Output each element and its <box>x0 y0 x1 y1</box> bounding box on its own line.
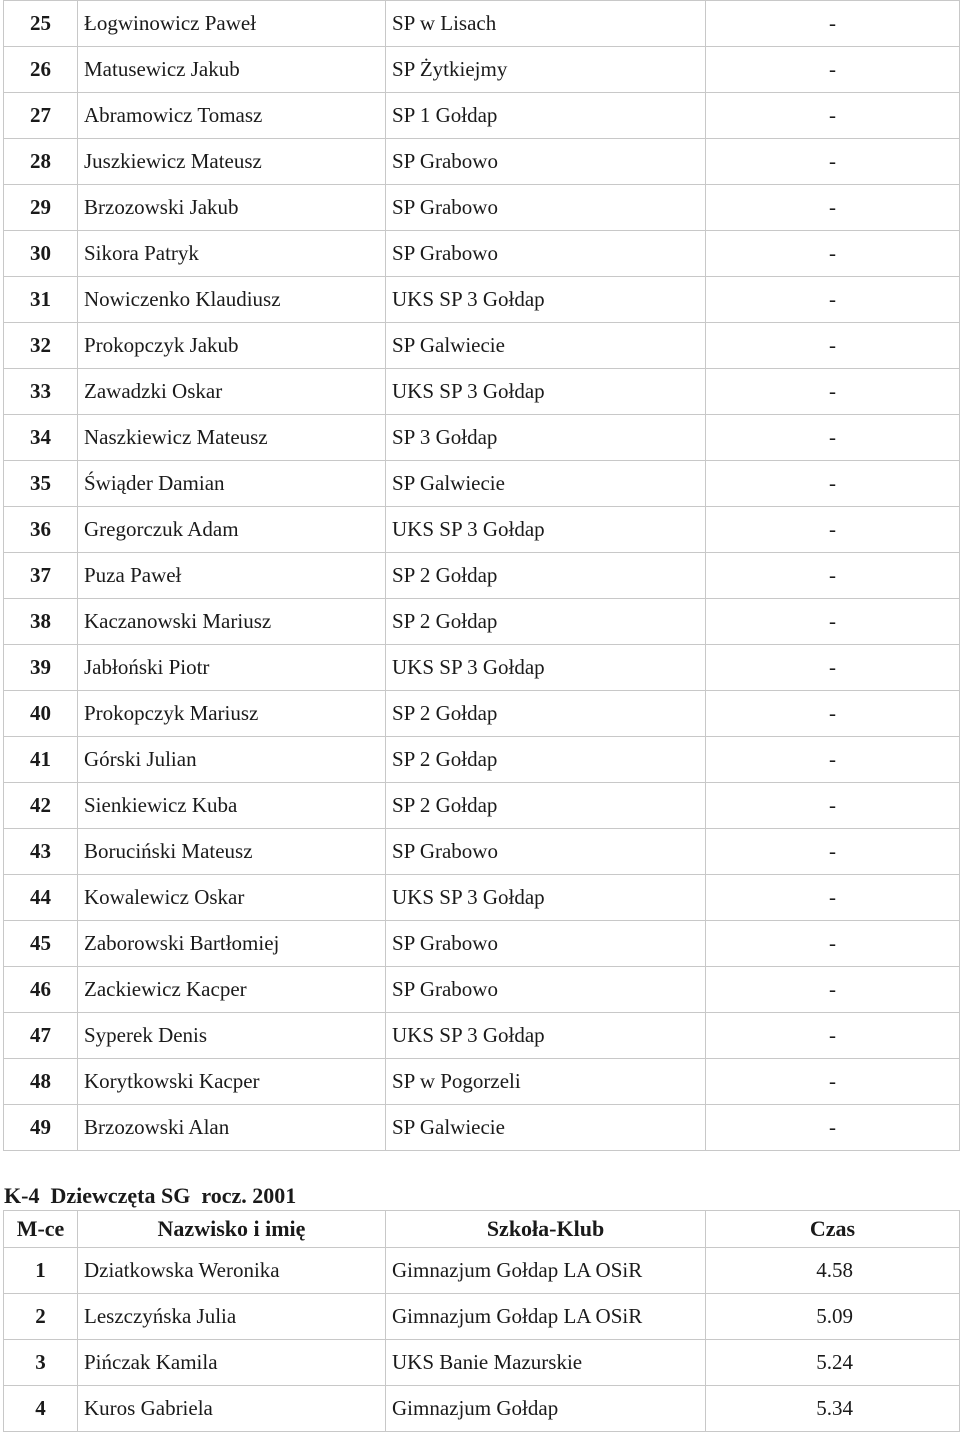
cell-name: Łogwinowicz Paweł <box>78 1 386 47</box>
cell-name: Kowalewicz Oskar <box>78 875 386 921</box>
cell-position: 37 <box>4 553 78 599</box>
cell-club: UKS SP 3 Gołdap <box>386 1013 706 1059</box>
cell-name: Sikora Patryk <box>78 231 386 277</box>
cell-position: 2 <box>4 1294 78 1340</box>
cell-position: 25 <box>4 1 78 47</box>
section-title: K-4 Dziewczęta SG rocz. 2001 <box>4 1183 297 1208</box>
table-row <box>4 691 960 737</box>
cell-time: - <box>706 93 960 139</box>
table-row <box>4 967 960 1013</box>
cell-position: 35 <box>4 461 78 507</box>
cell-name: Naszkiewicz Mateusz <box>78 415 386 461</box>
cell-position: 41 <box>4 737 78 783</box>
cell-club: UKS SP 3 Gołdap <box>386 645 706 691</box>
cell-position: 27 <box>4 93 78 139</box>
cell-time: - <box>706 1013 960 1059</box>
cell-position: 33 <box>4 369 78 415</box>
cell-position: 28 <box>4 139 78 185</box>
table-row <box>4 553 960 599</box>
table-row <box>4 93 960 139</box>
cell-name: Kuros Gabriela <box>78 1386 386 1432</box>
cell-time: - <box>706 829 960 875</box>
table-row <box>4 1059 960 1105</box>
table-row <box>4 829 960 875</box>
results-table-top-body <box>4 1 960 1151</box>
table-row <box>4 1105 960 1151</box>
cell-time: - <box>706 369 960 415</box>
cell-time: - <box>706 139 960 185</box>
cell-name: Zackiewicz Kacper <box>78 967 386 1013</box>
table-row <box>4 1340 960 1386</box>
table-row <box>4 783 960 829</box>
cell-time: - <box>706 323 960 369</box>
cell-time: - <box>706 645 960 691</box>
cell-time: - <box>706 1 960 47</box>
header-club: Szkoła-Klub <box>386 1211 706 1248</box>
table-row <box>4 1013 960 1059</box>
cell-club: SP 2 Gołdap <box>386 737 706 783</box>
cell-position: 45 <box>4 921 78 967</box>
cell-name: Górski Julian <box>78 737 386 783</box>
cell-name: Zawadzki Oskar <box>78 369 386 415</box>
cell-time: - <box>706 553 960 599</box>
cell-time: - <box>706 599 960 645</box>
cell-position: 43 <box>4 829 78 875</box>
table-row <box>4 231 960 277</box>
cell-club: UKS SP 3 Gołdap <box>386 277 706 323</box>
cell-time: - <box>706 185 960 231</box>
cell-club: SP 2 Gołdap <box>386 553 706 599</box>
cell-club: SP 3 Gołdap <box>386 415 706 461</box>
cell-name: Leszczyńska Julia <box>78 1294 386 1340</box>
cell-club: SP Galwiecie <box>386 461 706 507</box>
cell-club: SP Galwiecie <box>386 1105 706 1151</box>
table-row <box>4 1294 960 1340</box>
table-row <box>4 277 960 323</box>
cell-time: 4.58 <box>706 1248 960 1294</box>
cell-position: 1 <box>4 1248 78 1294</box>
table-row <box>4 507 960 553</box>
cell-time: - <box>706 415 960 461</box>
cell-time: - <box>706 461 960 507</box>
cell-position: 26 <box>4 47 78 93</box>
cell-position: 32 <box>4 323 78 369</box>
header-position: M-ce <box>4 1211 78 1248</box>
cell-club: SP Grabowo <box>386 185 706 231</box>
cell-position: 3 <box>4 1340 78 1386</box>
cell-club: UKS SP 3 Gołdap <box>386 369 706 415</box>
header-name: Nazwisko i imię <box>78 1211 386 1248</box>
cell-position: 29 <box>4 185 78 231</box>
cell-time: 5.09 <box>706 1294 960 1340</box>
cell-name: Boruciński Mateusz <box>78 829 386 875</box>
cell-position: 49 <box>4 1105 78 1151</box>
cell-club: SP Grabowo <box>386 967 706 1013</box>
cell-time: - <box>706 737 960 783</box>
cell-name: Jabłoński Piotr <box>78 645 386 691</box>
cell-position: 30 <box>4 231 78 277</box>
cell-name: Zaborowski Bartłomiej <box>78 921 386 967</box>
cell-club: SP Grabowo <box>386 139 706 185</box>
cell-time: - <box>706 921 960 967</box>
cell-name: Sienkiewicz Kuba <box>78 783 386 829</box>
cell-club: SP Grabowo <box>386 829 706 875</box>
cell-time: 5.24 <box>706 1340 960 1386</box>
cell-club: UKS Banie Mazurskie <box>386 1340 706 1386</box>
table-row <box>4 1248 960 1294</box>
cell-club: Gimnazjum Gołdap LA OSiR <box>386 1248 706 1294</box>
cell-club: SP w Lisach <box>386 1 706 47</box>
results-table-bottom <box>3 1210 960 1432</box>
cell-club: SP Żytkiejmy <box>386 47 706 93</box>
cell-name: Brzozowski Alan <box>78 1105 386 1151</box>
cell-time: - <box>706 875 960 921</box>
cell-name: Juszkiewicz Mateusz <box>78 139 386 185</box>
table-row <box>4 415 960 461</box>
cell-time: - <box>706 231 960 277</box>
cell-name: Puza Paweł <box>78 553 386 599</box>
cell-club: SP Grabowo <box>386 231 706 277</box>
cell-name: Prokopczyk Jakub <box>78 323 386 369</box>
cell-time: 5.34 <box>706 1386 960 1432</box>
cell-time: - <box>706 691 960 737</box>
cell-club: Gimnazjum Gołdap <box>386 1386 706 1432</box>
cell-name: Nowiczenko Klaudiusz <box>78 277 386 323</box>
cell-club: SP 2 Gołdap <box>386 599 706 645</box>
cell-club: SP 2 Gołdap <box>386 783 706 829</box>
cell-position: 40 <box>4 691 78 737</box>
cell-name: Gregorczuk Adam <box>78 507 386 553</box>
cell-position: 46 <box>4 967 78 1013</box>
table-row <box>4 461 960 507</box>
table-row <box>4 185 960 231</box>
results-table-top <box>3 0 960 1151</box>
cell-position: 4 <box>4 1386 78 1432</box>
cell-position: 48 <box>4 1059 78 1105</box>
table-row <box>4 139 960 185</box>
cell-time: - <box>706 783 960 829</box>
cell-name: Kaczanowski Mariusz <box>78 599 386 645</box>
table-row <box>4 599 960 645</box>
cell-club: SP Grabowo <box>386 921 706 967</box>
cell-position: 42 <box>4 783 78 829</box>
cell-club: UKS SP 3 Gołdap <box>386 875 706 921</box>
cell-position: 44 <box>4 875 78 921</box>
cell-name: Dziatkowska Weronika <box>78 1248 386 1294</box>
cell-time: - <box>706 1059 960 1105</box>
cell-position: 34 <box>4 415 78 461</box>
cell-position: 36 <box>4 507 78 553</box>
cell-time: - <box>706 47 960 93</box>
table-row <box>4 737 960 783</box>
cell-position: 39 <box>4 645 78 691</box>
cell-name: Prokopczyk Mariusz <box>78 691 386 737</box>
cell-club: SP Galwiecie <box>386 323 706 369</box>
cell-name: Świąder Damian <box>78 461 386 507</box>
cell-position: 47 <box>4 1013 78 1059</box>
cell-name: Syperek Denis <box>78 1013 386 1059</box>
cell-name: Matusewicz Jakub <box>78 47 386 93</box>
table-row <box>4 323 960 369</box>
cell-name: Abramowicz Tomasz <box>78 93 386 139</box>
cell-club: Gimnazjum Gołdap LA OSiR <box>386 1294 706 1340</box>
cell-club: SP 1 Gołdap <box>386 93 706 139</box>
cell-name: Brzozowski Jakub <box>78 185 386 231</box>
cell-position: 31 <box>4 277 78 323</box>
table-row <box>4 1 960 47</box>
cell-time: - <box>706 1105 960 1151</box>
cell-position: 38 <box>4 599 78 645</box>
table-row <box>4 369 960 415</box>
cell-time: - <box>706 507 960 553</box>
table-row <box>4 47 960 93</box>
header-time: Czas <box>706 1211 960 1248</box>
cell-name: Pińczak Kamila <box>78 1340 386 1386</box>
cell-club: SP 2 Gołdap <box>386 691 706 737</box>
table-row <box>4 921 960 967</box>
cell-time: - <box>706 277 960 323</box>
cell-club: SP w Pogorzeli <box>386 1059 706 1105</box>
table-row <box>4 645 960 691</box>
cell-name: Korytkowski Kacper <box>78 1059 386 1105</box>
cell-club: UKS SP 3 Gołdap <box>386 507 706 553</box>
cell-time: - <box>706 967 960 1013</box>
results-table-bottom-body <box>4 1248 960 1432</box>
table-row <box>4 875 960 921</box>
table-header-row <box>4 1211 960 1248</box>
table-row <box>4 1386 960 1432</box>
